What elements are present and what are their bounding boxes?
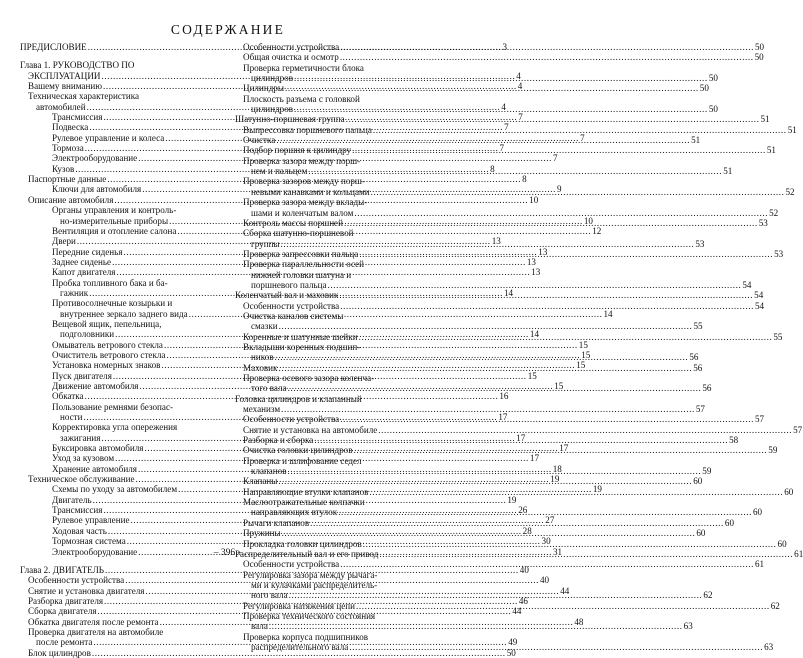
toc-page-number: 17 bbox=[559, 443, 569, 454]
toc-entry-text: Проверка корпуса подшипников bbox=[243, 631, 369, 642]
toc-page-number: 51 bbox=[723, 166, 733, 177]
toc-page-number: 51 bbox=[691, 135, 701, 146]
toc-entry-text: Особенности устройства bbox=[243, 414, 340, 425]
dot-leader bbox=[294, 101, 708, 114]
toc-page-number: 27 bbox=[545, 515, 555, 526]
toc-entry-text: Распределительный вал и его привод bbox=[235, 548, 379, 559]
toc-page-number: 15 bbox=[581, 349, 591, 360]
toc-entry-text: ности bbox=[60, 412, 83, 423]
toc-entry-text: Движение автомобиля bbox=[52, 381, 139, 391]
toc-page-number: 60 bbox=[784, 486, 794, 497]
dot-leader bbox=[339, 287, 753, 300]
toc-entry-text: Сборка двигателя bbox=[28, 606, 97, 617]
toc-entry-text: но-измерительные приборы bbox=[60, 215, 169, 226]
toc-entry-text: Плоскость разъема с головкой bbox=[243, 93, 360, 104]
toc-entry-text: Проверка осевого зазора коленча- bbox=[243, 373, 375, 383]
toc-entry-text: Особенности устройства bbox=[28, 575, 125, 586]
dot-leader bbox=[371, 187, 785, 197]
toc-page-number: 44 bbox=[560, 585, 570, 596]
dot-leader bbox=[340, 42, 754, 52]
toc-page-number: 19 bbox=[592, 484, 602, 495]
toc-page-number: 31 bbox=[553, 546, 563, 557]
toc-page-number: 7 bbox=[518, 112, 523, 123]
toc-entry-text: невыми канавками и кольцами bbox=[251, 186, 370, 197]
toc-entry bbox=[235, 52, 764, 63]
toc-page-number: 53 bbox=[774, 248, 784, 259]
toc-page-number: 61 bbox=[794, 548, 803, 559]
dot-leader bbox=[269, 621, 683, 631]
dot-leader bbox=[281, 239, 695, 249]
toc-page-number: 54 bbox=[754, 290, 764, 301]
toc-entry bbox=[235, 42, 765, 52]
page-title: СОДЕРЖАНИЕ bbox=[170, 22, 286, 37]
toc-page-number: 51 bbox=[760, 114, 770, 125]
toc-entry-text: Разборка и сборка bbox=[243, 435, 314, 446]
toc-entry-text: Очистка головки цилиндров bbox=[243, 445, 353, 456]
toc-page-number: 30 bbox=[541, 536, 551, 547]
toc-entry-text: Контроль массы поршней bbox=[243, 217, 343, 228]
toc-entry-text: Рулевое управление bbox=[52, 515, 130, 526]
toc-entry-text: Тормоза bbox=[52, 143, 84, 154]
toc-page-number: 10 bbox=[583, 215, 593, 226]
toc-page-number: 58 bbox=[729, 435, 739, 446]
toc-entry-text: Хранение автомобиля bbox=[52, 463, 137, 474]
toc-entry-text: Проверка и шлифование седел bbox=[243, 455, 362, 466]
toc-entry bbox=[20, 647, 516, 658]
toc-entry-text: Двери bbox=[52, 236, 76, 247]
toc-entry-text: Корректировка угла опережения bbox=[52, 422, 178, 433]
toc-entry-text: Глава 2. ДВИГАТЕЛЬ bbox=[20, 564, 104, 575]
toc-page-number: 4 bbox=[501, 101, 506, 112]
toc-entry-text: механизм bbox=[243, 404, 281, 415]
toc-entry-text: внутреннее зеркало заднего вида bbox=[60, 308, 188, 319]
toc-entry-text: Регулировка натяжения цепи bbox=[243, 600, 355, 611]
dot-leader bbox=[359, 332, 773, 342]
toc-entry-text: Вещевой ящик, пепельница, bbox=[52, 318, 162, 329]
dot-leader bbox=[340, 414, 754, 424]
toc-entry-text: Вашему вниманию bbox=[28, 81, 102, 92]
toc-page-number: 17 bbox=[498, 412, 508, 423]
dot-leader bbox=[308, 163, 722, 176]
section-gap bbox=[20, 52, 224, 60]
toc-entry-text: Паспортные данные bbox=[28, 174, 107, 185]
dot-leader bbox=[359, 246, 773, 259]
toc-entry bbox=[235, 145, 776, 156]
toc-entry-text: Буксировка автомобиля bbox=[52, 443, 144, 454]
dot-leader bbox=[354, 445, 768, 455]
toc-entry-text: поршневого пальца bbox=[251, 279, 327, 290]
toc-entry-text: Коренные и шатунные шейки bbox=[243, 331, 358, 342]
toc-entry-text: Рычаги клапанов bbox=[243, 517, 310, 528]
toc-entry-text: Описание автомобиля bbox=[28, 194, 114, 205]
dot-leader bbox=[338, 507, 752, 517]
toc-page-number: 14 bbox=[603, 308, 613, 319]
toc-page-number: 55 bbox=[693, 321, 703, 332]
toc-entry-text: Техническое обслуживание bbox=[28, 474, 135, 485]
toc-page-number: 59 bbox=[702, 466, 712, 477]
toc-entry-text: вала bbox=[251, 621, 268, 632]
dot-leader bbox=[287, 463, 701, 476]
toc-page-number: 54 bbox=[754, 300, 765, 311]
toc-entry-text: Общая очистка и осмотр bbox=[243, 52, 339, 63]
dot-leader bbox=[369, 487, 783, 497]
toc-page-number: 61 bbox=[754, 559, 765, 570]
toc-entry-text: Подбор поршня к цилиндру bbox=[243, 145, 352, 156]
dot-leader bbox=[310, 518, 724, 528]
toc-page-number: 60 bbox=[693, 476, 703, 487]
toc-entry-text: клапанов bbox=[251, 466, 287, 477]
toc-page-number: 7 bbox=[580, 132, 585, 143]
toc-entry-text: Техническая характеристика bbox=[28, 91, 140, 102]
toc-page-number: 15 bbox=[527, 370, 537, 381]
toc-page-number: 62 bbox=[770, 600, 780, 611]
toc-page-number: 4 bbox=[517, 81, 523, 92]
toc-entry-text: Двигатель bbox=[52, 494, 92, 505]
toc-page-number: 44 bbox=[512, 606, 522, 617]
toc-entry-text: Проверка зазоров между порш- bbox=[243, 176, 365, 187]
toc-entry-text: Заднее сиденье bbox=[52, 256, 112, 267]
toc-page-number: 50 bbox=[708, 73, 718, 84]
toc-entry-text: Клапаны bbox=[243, 476, 278, 487]
dot-leader bbox=[278, 363, 692, 373]
toc-page-number: 63 bbox=[683, 621, 693, 632]
toc-entry bbox=[235, 424, 803, 435]
dot-leader bbox=[294, 70, 708, 83]
toc-entry-text: Органы управления и контроль- bbox=[52, 205, 177, 216]
toc-page-number: 7 bbox=[553, 153, 558, 164]
toc-entry-text: Разборка двигателя bbox=[28, 595, 104, 606]
toc-entry-text: Проверка зазора между вклады- bbox=[243, 197, 368, 208]
toc-page-number: 54 bbox=[742, 279, 752, 290]
toc-entry-text: Пробка топливного бака и ба- bbox=[52, 277, 168, 288]
dot-leader bbox=[356, 601, 770, 611]
toc-page-number: 7 bbox=[504, 122, 509, 133]
page-number: – 396 – bbox=[213, 548, 243, 558]
toc-page-number: 62 bbox=[703, 590, 713, 601]
toc-page-number: 26 bbox=[518, 505, 528, 516]
toc-page-number: 4 bbox=[516, 70, 521, 81]
toc-entry-text: ПРЕДИСЛОВИЕ bbox=[20, 42, 87, 52]
toc-entry-text: Сборка шатунно-поршневой bbox=[243, 228, 354, 239]
toc-page-number: 18 bbox=[552, 463, 562, 474]
toc-page-number: 50 bbox=[754, 42, 765, 52]
toc-entry-text: нем и пальцем bbox=[251, 166, 308, 177]
toc-entry-text: Электрооборудование bbox=[52, 153, 138, 164]
toc-entry-text: автомобилей bbox=[36, 101, 86, 112]
toc-entry-text: подголовники bbox=[60, 329, 115, 340]
toc-entry-text: Проверка технического состояния bbox=[243, 610, 376, 621]
toc-entry-text: Проверка герметичности блока bbox=[243, 62, 364, 73]
toc-page-number: 50 bbox=[708, 104, 718, 115]
toc-entry bbox=[235, 62, 718, 84]
toc-entry-text: шами и коленчатым валом bbox=[251, 207, 354, 218]
dot-leader bbox=[328, 280, 742, 290]
toc-entry-text: Прокладка головки цилиндров bbox=[243, 538, 362, 549]
dot-leader bbox=[276, 132, 690, 145]
toc-page-number: 14 bbox=[503, 287, 514, 298]
toc-entry-text: Установка номерных знаков bbox=[52, 360, 161, 371]
toc-entry-text: Направляющие втулки клапанов bbox=[243, 486, 369, 497]
toc-page-number: 19 bbox=[507, 494, 517, 505]
toc-entry-text: Головка цилиндров и клапанный bbox=[235, 393, 362, 404]
toc-entry-text: после ремонта bbox=[36, 637, 93, 648]
dot-leader bbox=[340, 559, 754, 569]
toc-page-number: 8 bbox=[490, 163, 495, 174]
toc-page-number: 57 bbox=[695, 404, 705, 415]
toc-page-number: 50 bbox=[754, 52, 764, 63]
toc-page-number: 13 bbox=[526, 256, 536, 267]
toc-entry-text: зажигания bbox=[60, 432, 101, 443]
toc-page-number: 60 bbox=[696, 528, 706, 539]
toc-entry bbox=[235, 135, 701, 146]
toc-entry-text: Вентиляция и отопление салона bbox=[52, 225, 177, 236]
dot-leader bbox=[279, 321, 693, 331]
toc-page-number: 15 bbox=[576, 360, 586, 371]
toc-page-number: 56 bbox=[693, 362, 703, 373]
toc-page-number: 49 bbox=[508, 637, 518, 648]
toc-entry-text: Обкатка двигателя после ремонта bbox=[28, 616, 159, 627]
toc-page-number: 56 bbox=[689, 352, 699, 363]
dot-leader bbox=[281, 404, 695, 414]
toc-entry-text: Тормозная система bbox=[52, 536, 126, 547]
toc-entry-text: Особенности устройства bbox=[243, 300, 340, 311]
toc-page-number: 3 bbox=[502, 42, 508, 52]
toc-page-number: 13 bbox=[538, 246, 548, 257]
toc-page-number: 10 bbox=[529, 194, 539, 205]
toc-entry-text: Регулировка зазора между рычага- bbox=[243, 569, 378, 580]
dot-leader bbox=[278, 476, 692, 486]
toc-entry-text: Особенности устройства bbox=[243, 42, 340, 52]
toc-entry-text: Обкатка bbox=[52, 391, 84, 402]
toc-entry-text: того вала bbox=[251, 383, 287, 394]
dot-leader bbox=[344, 215, 758, 228]
toc-entry-text: ников bbox=[251, 352, 274, 363]
toc-page-number: 13 bbox=[491, 236, 501, 247]
toc-entry-text: Подвеска bbox=[52, 122, 89, 133]
dot-leader bbox=[378, 425, 792, 435]
dot-leader bbox=[289, 590, 703, 600]
toc-entry-text: Пользование ремнями безопас- bbox=[52, 401, 174, 412]
toc-page-number: 28 bbox=[522, 525, 532, 536]
toc-page-number: 19 bbox=[550, 474, 560, 485]
toc-entry-text: цилиндров bbox=[251, 73, 294, 84]
toc-entry-text: Выпрессовка поршневого пальца bbox=[243, 124, 372, 135]
toc-page-number: 17 bbox=[529, 453, 539, 464]
toc-entry-text: нижней головки шатуна и bbox=[251, 269, 352, 280]
toc-entry-text: Противосолнечные козырьки и bbox=[52, 298, 173, 309]
toc-page-number: 60 bbox=[752, 507, 763, 518]
toc-page-number: 17 bbox=[516, 432, 526, 443]
toc-entry-text: Трансмиссия bbox=[52, 112, 103, 123]
toc-page-number: 52 bbox=[769, 207, 779, 218]
toc-entry-text: Пружины bbox=[243, 528, 281, 539]
toc-entry-text: ЭКСПЛУАТАЦИИ bbox=[28, 70, 101, 81]
toc-entry-text: Проверка параллельности осей bbox=[243, 259, 365, 270]
toc-entry-text: Трансмиссия bbox=[52, 505, 103, 516]
toc-page-number: 14 bbox=[529, 329, 539, 340]
toc-page-number: 7 bbox=[499, 143, 505, 154]
toc-entry-text: Проверка зазора между порш- bbox=[243, 155, 361, 166]
dot-leader bbox=[354, 208, 768, 218]
dot-leader bbox=[352, 145, 766, 155]
toc-entry bbox=[235, 93, 718, 115]
toc-entry-text: Омыватель ветрового стекла bbox=[52, 339, 163, 350]
toc-entry-text: Цилиндры bbox=[243, 83, 284, 94]
toc-page-number: 40 bbox=[519, 564, 529, 575]
toc-page-number: 50 bbox=[699, 83, 709, 94]
toc-entry-text: Блок цилиндров bbox=[28, 647, 91, 658]
toc-entry-text: Маслоотражательные колпачки bbox=[243, 497, 365, 508]
toc-entry-text: Кузов bbox=[52, 163, 75, 174]
toc-entry-text: Проверка двигателя на автомобиле bbox=[28, 626, 164, 637]
dot-leader bbox=[282, 525, 696, 538]
toc-entry-text: группы bbox=[251, 238, 280, 249]
toc-entry-text: ного вала bbox=[251, 590, 288, 601]
toc-page-number: 51 bbox=[787, 124, 797, 135]
toc-entry bbox=[235, 300, 765, 311]
toc-page-number: 60 bbox=[724, 517, 735, 528]
section-gap bbox=[20, 557, 224, 565]
toc-page-number: 51 bbox=[766, 145, 776, 156]
toc-entry-text: ми и кулачками распределитель- bbox=[251, 579, 378, 590]
toc-entry-text: Очистка каналов системы bbox=[243, 310, 344, 321]
toc-entry-text: смазки bbox=[251, 321, 278, 332]
dot-leader bbox=[285, 83, 699, 93]
toc-page-number: 46 bbox=[518, 595, 528, 606]
toc-page-number: 63 bbox=[764, 641, 774, 652]
toc-page-number: 13 bbox=[531, 267, 541, 278]
toc-page-number: 12 bbox=[592, 225, 602, 236]
toc-page-number: 60 bbox=[777, 538, 787, 549]
toc-page-number: 8 bbox=[522, 174, 527, 185]
toc-page-number: 50 bbox=[506, 647, 516, 658]
dot-leader bbox=[349, 642, 763, 652]
toc-entry-text: Глава 1. РУКОВОДСТВО ПО bbox=[20, 60, 135, 71]
toc-page-number: 53 bbox=[695, 238, 705, 249]
dot-leader bbox=[346, 114, 760, 124]
toc-entry bbox=[235, 176, 795, 197]
toc-page-number: 59 bbox=[768, 445, 778, 456]
dot-leader bbox=[288, 383, 702, 393]
toc-entry-text: Очиститель ветрового стекла bbox=[52, 349, 166, 360]
toc-entry-text: Капот двигателя bbox=[52, 267, 116, 278]
toc-page-number: 15 bbox=[578, 339, 588, 350]
toc-entry bbox=[235, 114, 770, 125]
toc-entry-text: Особенности устройства bbox=[243, 559, 340, 570]
dot-leader bbox=[275, 349, 689, 362]
toc-page-number: 55 bbox=[773, 331, 783, 342]
toc-entry-text: Пуск двигателя bbox=[52, 370, 112, 381]
toc-entry-text: Вкладыши коренных подшип- bbox=[243, 341, 361, 352]
toc-entry-text: распределительного вала bbox=[251, 641, 349, 652]
toc-entry-text: Передние сиденья bbox=[52, 246, 123, 257]
toc-entry-text: Уход за кузовом bbox=[52, 453, 115, 464]
toc-page-number: 9 bbox=[557, 184, 562, 195]
toc-page-number: 56 bbox=[702, 383, 712, 394]
toc-entry-text: Рулевое управление и колеса bbox=[52, 132, 165, 143]
toc-entry-text: Маховик bbox=[243, 362, 278, 373]
toc-entry-text: Шатунно-поршневая группа bbox=[235, 114, 345, 125]
toc-entry-text: гажник bbox=[60, 287, 89, 298]
toc-entry-text: Снятие и установка двигателя bbox=[28, 585, 145, 596]
toc-entry bbox=[235, 83, 709, 94]
toc-entry-text: Проверка запрессовки пальца bbox=[243, 248, 359, 259]
toc-entry-text: Очистка bbox=[243, 135, 276, 146]
toc-entry-text: Снятие и установка на автомобиле bbox=[243, 424, 378, 435]
toc-page-number: 57 bbox=[793, 424, 803, 435]
toc-page-number: 53 bbox=[758, 217, 768, 228]
toc-entry-text: Ключи для автомобиля bbox=[52, 184, 142, 195]
dot-leader bbox=[314, 432, 728, 445]
toc-entry-text: цилиндров bbox=[251, 104, 294, 115]
toc-entry-text: направляющих втулок bbox=[251, 507, 338, 518]
toc-entry-text: Ходовая часть bbox=[52, 525, 107, 536]
toc-entry bbox=[235, 155, 733, 177]
toc-page-number: 57 bbox=[754, 414, 765, 425]
toc-entry-text: Коленчатый вал и маховик bbox=[235, 290, 339, 301]
toc-entry bbox=[235, 124, 797, 135]
toc-page-number: 15 bbox=[554, 381, 564, 391]
dot-leader bbox=[340, 52, 754, 62]
toc-entry-text: Электрооборудование bbox=[52, 546, 138, 557]
toc-entry-text: Схемы по уходу за автомобилем bbox=[52, 484, 178, 495]
dot-leader bbox=[340, 301, 754, 311]
toc-page-number: 40 bbox=[539, 575, 550, 586]
toc-page-number: 16 bbox=[499, 391, 509, 402]
toc-page-number: 52 bbox=[785, 186, 795, 197]
toc-page-number: 48 bbox=[574, 616, 584, 627]
dot-leader bbox=[373, 125, 787, 135]
